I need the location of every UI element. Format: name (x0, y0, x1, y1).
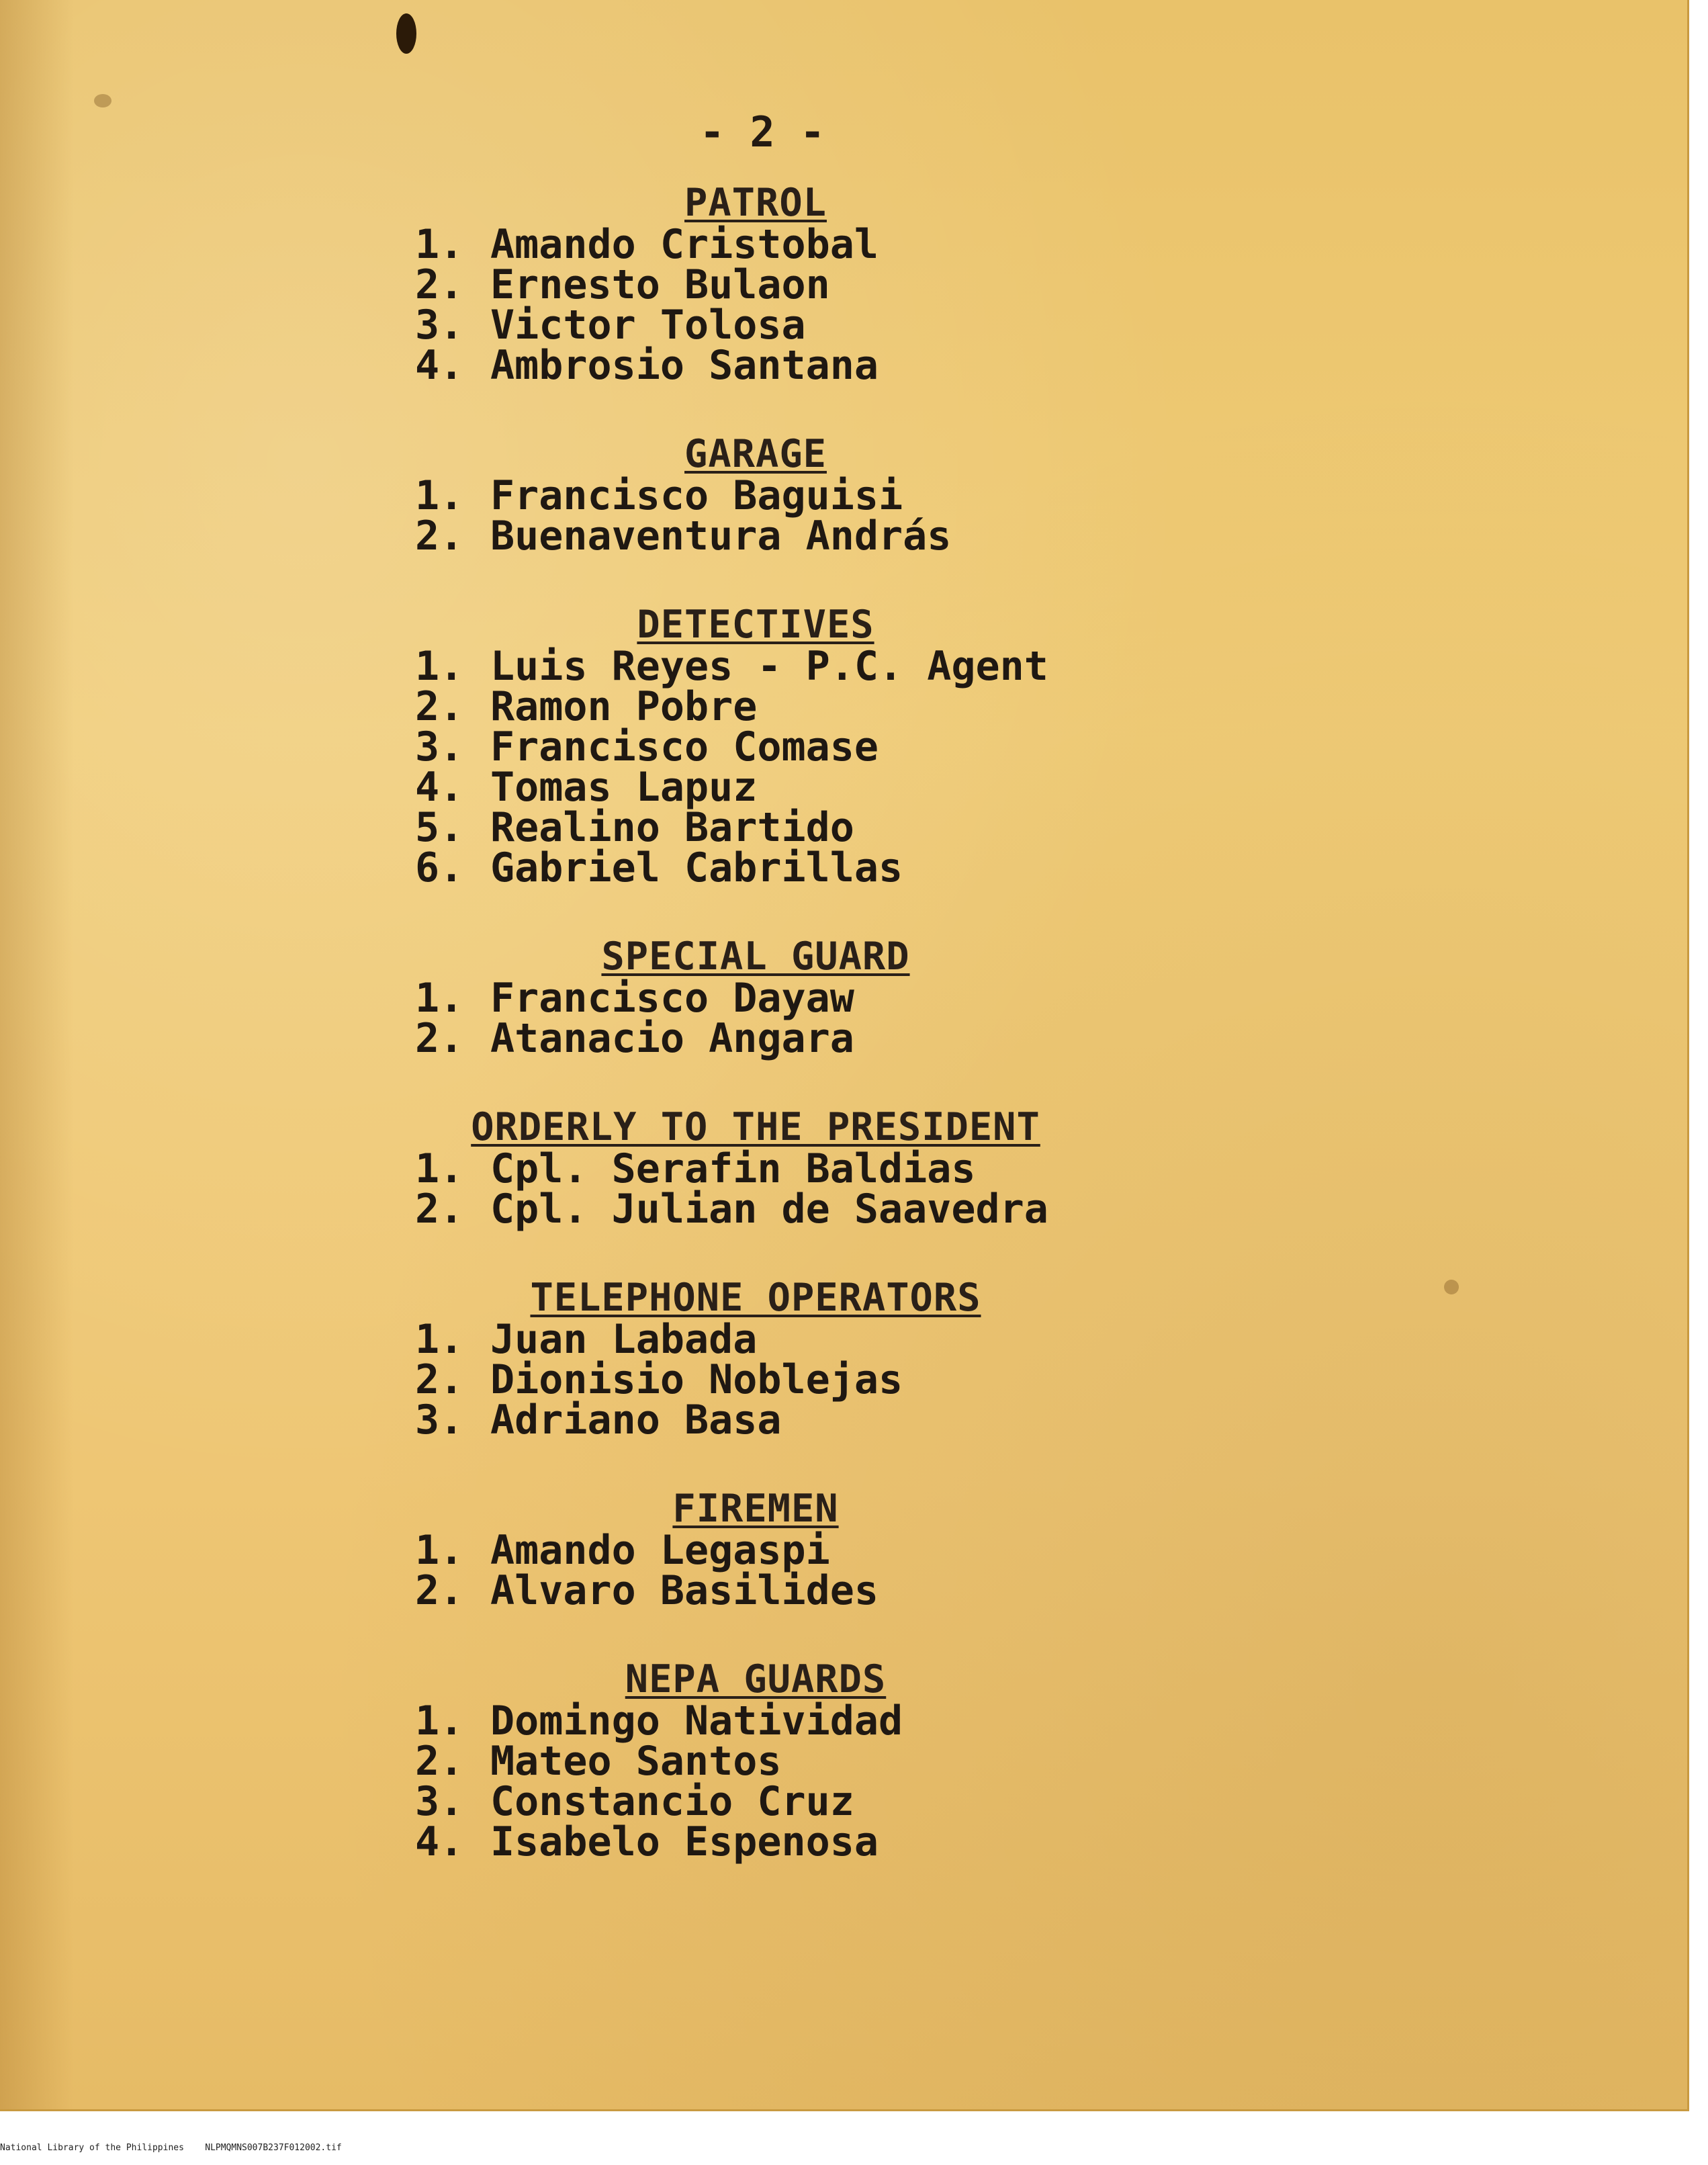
entry-number: 2. (415, 1738, 464, 1785)
list-item (0, 1818, 1687, 1865)
list-item (0, 302, 1687, 349)
entry-name: Ambrosio Santana (490, 342, 879, 389)
entry-number: 3. (415, 1778, 464, 1825)
entry-name: Cpl. Julian de Saavedra (490, 1186, 1048, 1233)
entry-list (0, 975, 1687, 1062)
entry-name: Cpl. Serafin Baldias (490, 1145, 976, 1192)
entry-name: Francisco Baguisi (490, 472, 903, 519)
list-item (0, 683, 1687, 730)
entry-number: 2. (415, 513, 464, 560)
list-item (0, 723, 1687, 770)
list-item (0, 1397, 1687, 1444)
roster-list (0, 183, 1687, 1910)
entry-name: Realino Bartido (490, 804, 854, 851)
entry-name: Tomas Lapuz (490, 764, 758, 811)
roster-section (0, 603, 1687, 891)
section-heading-line (0, 936, 1511, 978)
list-item (0, 804, 1687, 851)
entry-name: Amando Legaspi (490, 1527, 830, 1574)
entry-name: Adriano Basa (490, 1397, 782, 1444)
list-item (0, 1527, 1687, 1574)
entry-name: Francisco Comase (490, 723, 879, 770)
entry-number: 4. (415, 1818, 464, 1865)
entry-number: 6. (415, 844, 464, 891)
list-item (0, 1778, 1687, 1825)
section-heading-line (0, 183, 1511, 224)
list-item (0, 1697, 1687, 1744)
list-item (0, 975, 1687, 1022)
roster-section (0, 934, 1687, 1062)
section-heading: ORDERLY TO THE PRESIDENT (471, 1105, 1040, 1149)
section-heading-line (0, 1107, 1511, 1149)
scan-footer: National Library of the Philippines NLPMQMNS007B237F012002.tif (0, 2143, 342, 2153)
entry-name: Isabelo Espenosa (490, 1818, 879, 1865)
entry-name: Ramon Pobre (490, 683, 758, 730)
entry-number: 1. (415, 472, 464, 519)
entry-name: Domingo Natividad (490, 1697, 903, 1744)
entry-number: 1. (415, 1527, 464, 1574)
entry-name: Luis Reyes - P.C. Agent (490, 643, 1048, 690)
entry-number: 1. (415, 975, 464, 1022)
roster-section (0, 1487, 1687, 1614)
list-item (0, 472, 1687, 519)
entry-name: Alvaro Basilides (490, 1567, 879, 1614)
entry-number: 2. (415, 261, 464, 308)
entry-number: 1. (415, 1316, 464, 1363)
list-item (0, 1738, 1687, 1785)
section-heading-line (0, 1659, 1511, 1701)
entry-name: Amando Cristobal (490, 221, 879, 268)
entry-number: 4. (415, 764, 464, 811)
entry-list (0, 1316, 1687, 1444)
section-heading: TELEPHONE OPERATORS (530, 1276, 981, 1320)
list-item (0, 1316, 1687, 1363)
list-item (0, 1567, 1687, 1614)
section-heading: DETECTIVES (637, 603, 874, 647)
list-item (0, 844, 1687, 891)
list-item (0, 1015, 1687, 1062)
entry-name: Constancio Cruz (490, 1778, 854, 1825)
entry-number: 3. (415, 1397, 464, 1444)
entry-number: 2. (415, 1356, 464, 1403)
section-heading-line (0, 1278, 1511, 1319)
section-heading: NEPA GUARDS (625, 1657, 887, 1702)
page-number: - 2 - (699, 107, 825, 157)
list-item (0, 1186, 1687, 1233)
list-item (0, 764, 1687, 811)
entry-list (0, 1697, 1687, 1865)
roster-section (0, 1276, 1687, 1444)
roster-section (0, 1105, 1687, 1233)
section-heading-line (0, 605, 1511, 646)
entry-number: 3. (415, 302, 464, 349)
section-heading-line (0, 434, 1511, 476)
entry-number: 5. (415, 804, 464, 851)
section-heading: PATROL (684, 181, 827, 225)
entry-list (0, 1145, 1687, 1233)
list-item (0, 1145, 1687, 1192)
punch-hole (396, 13, 416, 54)
section-heading-line (0, 1489, 1511, 1530)
entry-name: Buenaventura András (490, 513, 952, 560)
entry-name: Gabriel Cabrillas (490, 844, 903, 891)
section-heading: GARAGE (684, 432, 827, 476)
section-heading: SPECIAL GUARD (601, 934, 910, 979)
entry-number: 2. (415, 683, 464, 730)
list-item (0, 643, 1687, 690)
entry-number: 2. (415, 1186, 464, 1233)
entry-name: Victor Tolosa (490, 302, 806, 349)
entry-number: 4. (415, 342, 464, 389)
roster-section (0, 432, 1687, 560)
entry-number: 3. (415, 723, 464, 770)
entry-name: Ernesto Bulaon (490, 261, 830, 308)
entry-number: 1. (415, 1145, 464, 1192)
entry-name: Mateo Santos (490, 1738, 782, 1785)
entry-name: Atanacio Angara (490, 1015, 854, 1062)
entry-name: Francisco Dayaw (490, 975, 854, 1022)
list-item (0, 221, 1687, 268)
list-item (0, 513, 1687, 560)
entry-name: Dionisio Noblejas (490, 1356, 903, 1403)
entry-list (0, 643, 1687, 891)
entry-list (0, 472, 1687, 560)
list-item (0, 342, 1687, 389)
roster-section (0, 1657, 1687, 1865)
entry-number: 1. (415, 643, 464, 690)
entry-list (0, 1527, 1687, 1614)
roster-section (0, 181, 1687, 389)
ink-stain (94, 94, 111, 107)
entry-list (0, 221, 1687, 389)
entry-number: 1. (415, 1697, 464, 1744)
list-item (0, 261, 1687, 308)
entry-number: 2. (415, 1567, 464, 1614)
section-heading: FIREMEN (672, 1487, 839, 1531)
entry-name: Juan Labada (490, 1316, 758, 1363)
entry-number: 1. (415, 221, 464, 268)
list-item (0, 1356, 1687, 1403)
entry-number: 2. (415, 1015, 464, 1062)
